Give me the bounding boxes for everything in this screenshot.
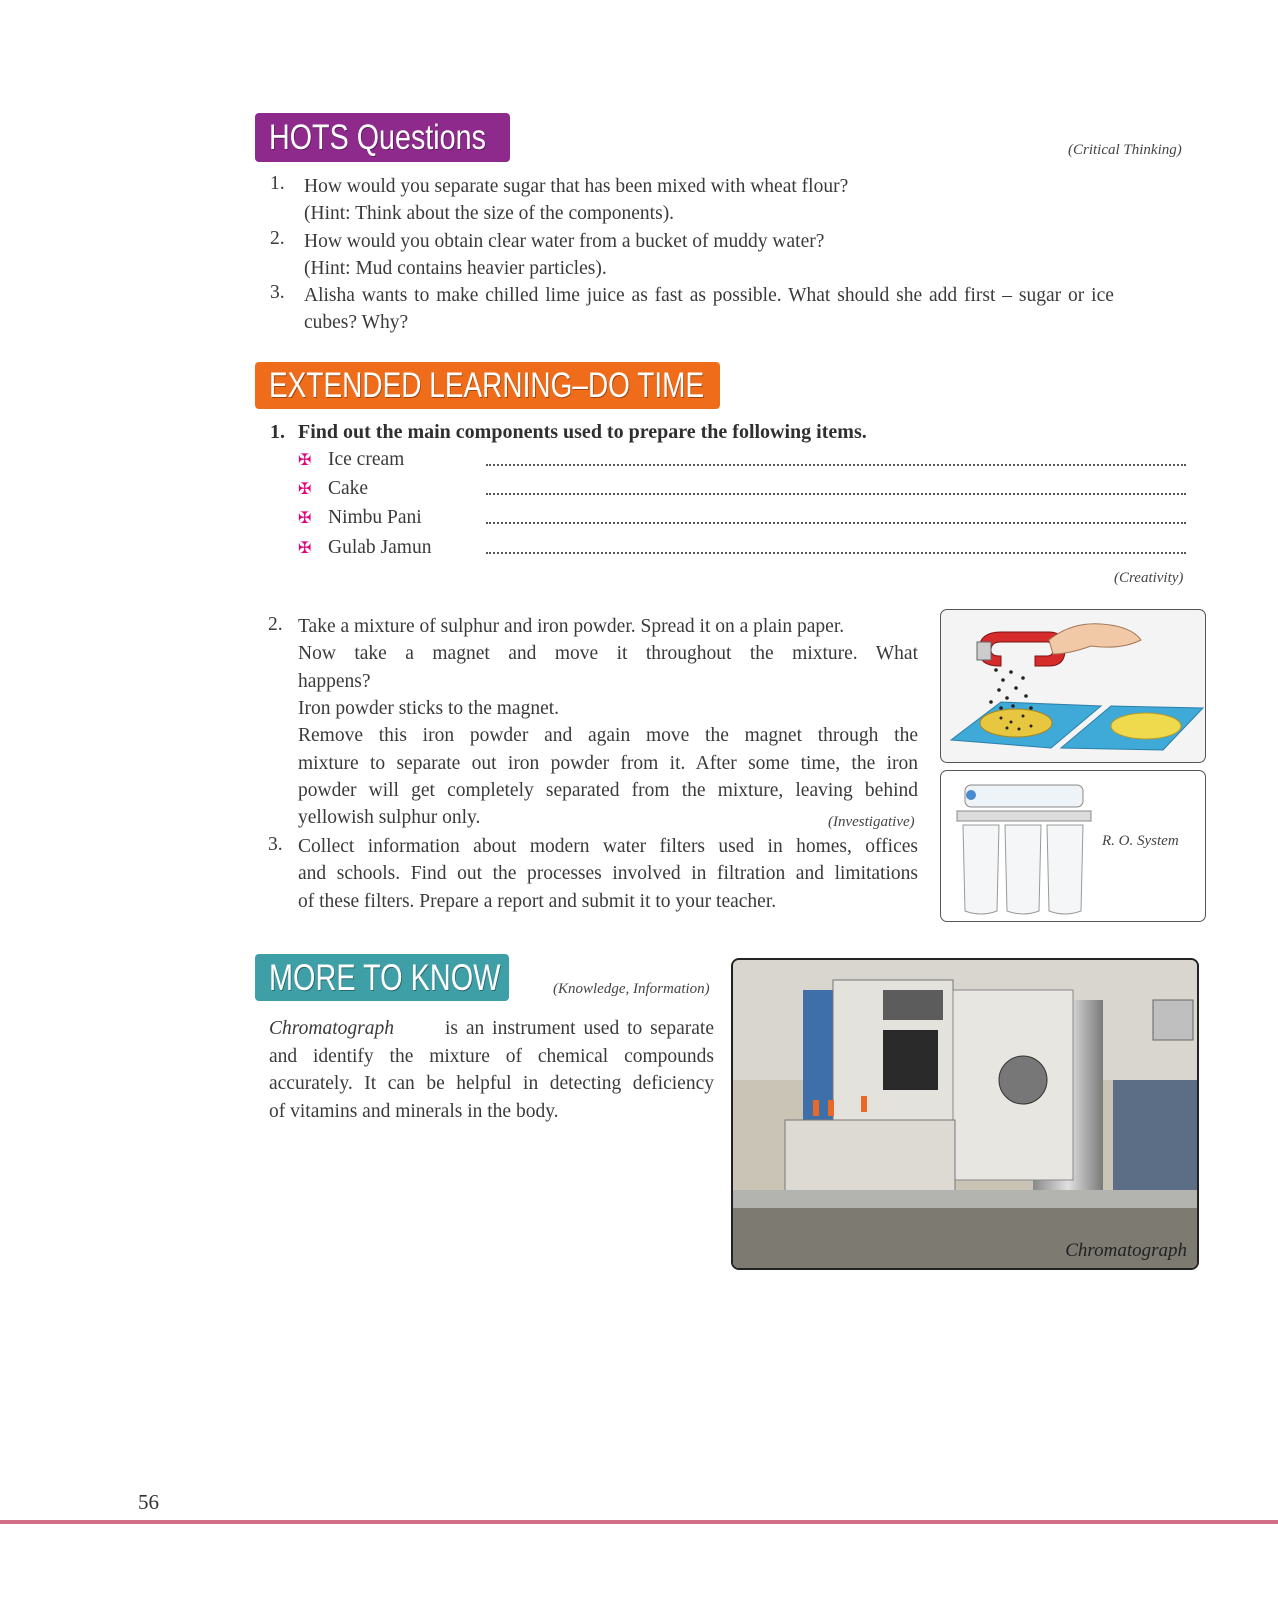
- more-banner: [255, 954, 509, 1001]
- text-line: yellowish sulphur only.: [298, 807, 481, 829]
- ro-caption: R. O. System: [1102, 833, 1179, 849]
- text-line: Take a mixture of sulphur and iron powder. Spread it on a plain paper.: [298, 616, 845, 637]
- ingredient-item: [298, 504, 422, 532]
- footer-rule: [0, 1520, 1278, 1524]
- extended-title: EXTENDED LEARNING–DO TIME: [269, 365, 705, 405]
- hots-banner: [255, 113, 510, 162]
- extended-q1-number: 1.: [270, 421, 285, 443]
- cross-bullet-icon: ✠: [298, 510, 312, 527]
- ingredient-label: Ice cream: [328, 449, 405, 470]
- more-line1: [269, 1015, 714, 1043]
- more-text-line: accurately. It can be helpful in detecting deficiency: [269, 1073, 714, 1094]
- extended-banner: [255, 362, 720, 409]
- more-text-line: of vitamins and minerals in the body.: [269, 1100, 559, 1122]
- hots-q2-number: 2.: [270, 228, 285, 249]
- cross-bullet-icon: ✠: [298, 481, 312, 498]
- more-body-lines: [269, 1043, 714, 1126]
- cross-bullet-icon: ✠: [298, 540, 312, 557]
- extended-q1-text: Find out the main components used to prepare the following items.: [298, 421, 867, 443]
- more-tag: (Knowledge, Information): [553, 981, 710, 997]
- chromatograph-photo: [731, 958, 1199, 1270]
- hots-tag: (Critical Thinking): [1068, 142, 1182, 158]
- ingredient-item: [298, 475, 368, 503]
- investigative-tag: (Investigative): [828, 814, 915, 830]
- ingredient-label: Nimbu Pani: [328, 507, 422, 528]
- extended-q2-number: 2.: [268, 614, 283, 635]
- text-line: mixture to separate out iron powder from it. After some time, the iron: [298, 752, 918, 774]
- answer-line: [486, 462, 1186, 466]
- hots-q3-number: 3.: [270, 282, 285, 303]
- hots-q1-line2: (Hint: Think about the size of the components).: [304, 203, 675, 224]
- magnet-drawing: [941, 610, 1205, 762]
- more-title: MORE TO KNOW: [269, 956, 501, 998]
- page-number: 56: [138, 1490, 159, 1514]
- creativity-tag: (Creativity): [1114, 570, 1184, 586]
- hots-title: HOTS Questions: [269, 117, 486, 157]
- hots-q3-line1: Alisha wants to make chilled lime juice as fast as possible. What should she add first – sugar or ice: [304, 285, 1114, 306]
- text-line: happens?: [298, 670, 371, 692]
- hots-q1-number: 1.: [270, 173, 285, 194]
- answer-line: [486, 520, 1186, 524]
- ingredient-item: [298, 534, 431, 562]
- hots-q3-line2: cubes? Why?: [304, 312, 409, 333]
- hots-q1-line1: How would you separate sugar that has been mixed with wheat flour?: [304, 176, 849, 197]
- text-line: Collect information about modern water filters used in homes, offices: [298, 836, 918, 857]
- ingredient-label: Cake: [328, 478, 369, 499]
- text-line: Remove this iron powder and again move the magnet through the: [298, 725, 918, 747]
- cross-bullet-icon: ✠: [298, 452, 312, 469]
- ro-system-illustration: [940, 770, 1206, 922]
- text-line: of these filters. Prepare a report and submit it to your teacher.: [298, 890, 777, 912]
- more-paragraph: [269, 1015, 714, 1125]
- hots-q2-line1: How would you obtain clear water from a bucket of muddy water?: [304, 231, 825, 252]
- ingredient-item: [298, 446, 404, 474]
- magnet-illustration: [940, 609, 1206, 763]
- more-text-line: and identify the mixture of chemical compounds: [269, 1045, 714, 1067]
- text-line: Now take a magnet and move it throughout the mixture. What: [298, 643, 918, 665]
- chromatograph-caption: Chromatograph: [1065, 1240, 1187, 1261]
- answer-line: [486, 491, 1186, 495]
- ro-system-drawing: [941, 771, 1101, 921]
- ingredient-label: Gulab Jamun: [328, 537, 432, 558]
- hots-q2-line2: (Hint: Mud contains heavier particles).: [304, 258, 607, 279]
- text-line: Iron powder sticks to the magnet.: [298, 697, 560, 719]
- answer-line: [486, 550, 1186, 554]
- text-line: and schools. Find out the processes involved in filtration and limitations: [298, 863, 918, 885]
- extended-q3-number: 3.: [268, 834, 283, 855]
- more-term: Chromatograph: [269, 1018, 394, 1039]
- more-line1-rest: is an instrument used to separate: [445, 1018, 714, 1039]
- text-line: powder will get completely separated from the mixture, leaving behind: [298, 779, 918, 801]
- chromatograph-drawing: [733, 960, 1197, 1268]
